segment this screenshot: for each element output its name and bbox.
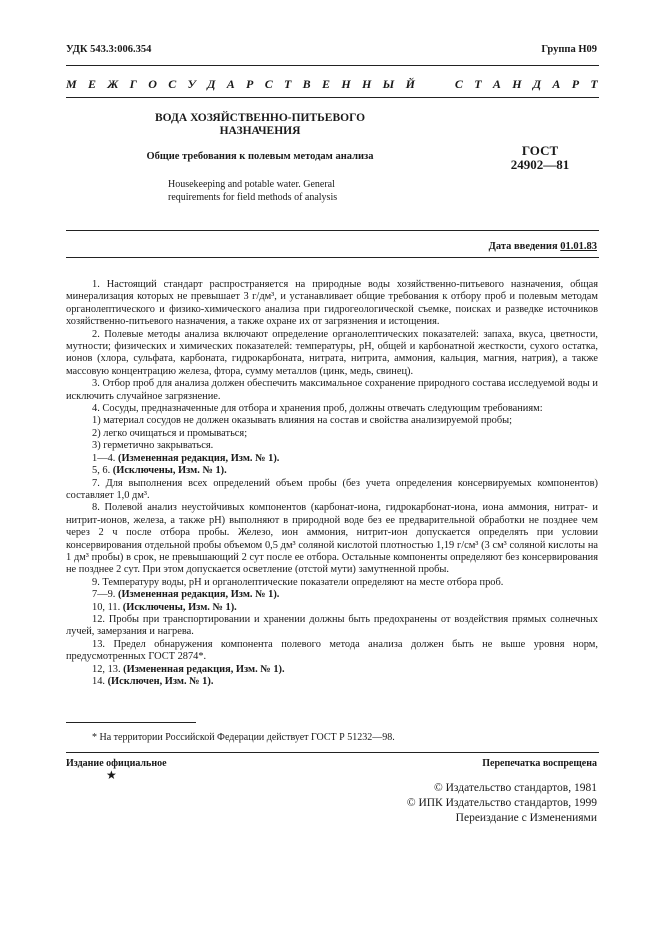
copyright-line-1: © Издательство стандартов, 1981 [433, 782, 597, 794]
intro-date-label: Дата введения [488, 241, 561, 252]
amendment-note: 10, 11. (Исключены, Изм. № 1). [92, 601, 237, 613]
star-icon: ★ [106, 768, 117, 782]
paragraph-3: 3. Отбор проб для анализа должен обеспечить максимальное сохранение природного состава исследуемой воды и исключить случайное загрязнение. [66, 378, 598, 402]
banner-letter: М [66, 77, 77, 91]
requirement-1: 1) материал сосудов не должен оказывать влияния на состав и свойства анализируемой пробы; [92, 415, 513, 427]
top-rule [66, 65, 599, 66]
banner-letter: Н [361, 77, 372, 91]
english-title [168, 178, 368, 204]
paragraph-8: 8. Полевой анализ неустойчивых компонентов (карбонат-иона, гидрокарбонат-иона, иона аммония, нитрат- и нитрит-ионов, железа, а также pH) выполняют в природной воде без ее предварительной обработки не позднее чем через 2 ч после отбора пробы. Железо, ион аммония, нитрит-ион допускается определять при условии консервирования отдельной пробы объемом 0,5 дм³ соляной кислотой плотностью 1,19 г/см³ (3 см³ соляной кислоты на 1 дм³ пробы) в срок, не превышающий 2 сут после ее отбора. Остальные компоненты определяют без консервирования не позднее 2 сут. При этом допускается осветление (отстой мути) замутненной пробы. [66, 502, 598, 576]
banner-letter: Н [512, 77, 522, 91]
paragraph-13: 13. Предел обнаружения компонента полевого метода анализа должен быть не выше уровня норм, предусмотренных ГОСТ 2874*. [66, 638, 598, 663]
document-body [66, 279, 598, 688]
footer-rule [66, 752, 599, 753]
paragraph-1: 1. Настоящий стандарт распространяется на природные воды хозяйственно-питьевого назначения, общая минерализация которых не превышает 3 г/дм³, и устанавливает общие требования к отбору проб и полевым методам органолептического и физико-химического анализа при гидрогеологической съемке, поисках и разведке источников хозяйственно-питьевого назначения, а также охране их от загрязнения и истощения. [66, 279, 598, 328]
document-title [120, 112, 400, 138]
amendment-note: 7—9. (Измененная редакция, Изм. № 1). [92, 589, 280, 601]
title-line-1: ВОДА ХОЗЯЙСТВЕННО-ПИТЬЕВОГО [154, 112, 366, 124]
banner-letter: Т [590, 77, 598, 91]
reprint-notice: Перепечатка воспрещена [482, 758, 597, 769]
banner-letter: В [302, 77, 311, 91]
banner-letter: С [264, 77, 273, 91]
footnote: * На территории Российской Федерации действует ГОСТ Р 51232—98. [92, 732, 395, 743]
requirement-2: 2) легко очищаться и промываться; [92, 427, 248, 439]
gost-code: 24902—81 [510, 157, 570, 172]
copyright-block [407, 781, 597, 826]
official-edition-label: Издание официальное [66, 758, 167, 769]
banner-letter: А [492, 77, 501, 91]
banner-letter: А [226, 77, 235, 91]
english-title-line-1: Housekeeping and potable water. General [168, 179, 335, 190]
group-code: Группа Н09 [541, 44, 597, 55]
title-line-2: НАЗНАЧЕНИЯ [219, 125, 301, 137]
banner-rule [66, 97, 599, 98]
udk-code: УДК 543.3:006.354 [66, 44, 152, 55]
banner-letter: Ы [382, 77, 395, 91]
banner-letter: Р [571, 77, 580, 91]
banner-letter: О [148, 77, 157, 91]
banner-letter: Д [207, 77, 216, 91]
paragraph-4: 4. Сосуды, предназначенные для отбора и хранения проб, должны отвечать следующим требованиям: [92, 403, 543, 415]
paragraph-9: 9. Температуру воды, pH и органолептические показатели определяют на месте отбора проб. [92, 576, 504, 588]
banner-letter: А [552, 77, 561, 91]
date-bottom-rule [66, 257, 599, 258]
banner-letter: С [454, 77, 463, 91]
document-subtitle: Общие требования к полевым методам анализа [146, 151, 374, 162]
banner-letter: Р [246, 77, 254, 91]
gost-number [480, 144, 600, 172]
paragraph-12: 12. Пробы при транспортировании и хранении должны быть предохранены от воздействия прямых солнечных лучей, замерзания и нагрева. [66, 613, 598, 638]
banner-letter: Ж [107, 77, 119, 91]
amendment-note: 1—4. (Измененная редакция, Изм. № 1). [92, 452, 280, 464]
date-rule [66, 230, 599, 231]
footnote-rule [66, 722, 196, 723]
intro-date [489, 241, 597, 252]
reissue-note: Переиздание с Изменениями [455, 812, 597, 824]
standard-banner [66, 77, 598, 92]
copyright-line-2: © ИПК Издательство стандартов, 1999 [406, 797, 597, 809]
banner-letter: Н [341, 77, 351, 91]
banner-letter: Т [474, 77, 482, 91]
banner-letter: Д [532, 77, 542, 91]
banner-letter: Г [129, 77, 137, 91]
amendment-note: 5, 6. (Исключены, Изм. № 1). [92, 465, 227, 477]
banner-letter: С [168, 77, 177, 91]
amendment-note: 14. (Исключен, Изм. № 1). [92, 676, 214, 687]
banner-letter: Е [322, 77, 331, 91]
gost-label: ГОСТ [521, 143, 559, 158]
banner-letter: У [187, 77, 196, 91]
amendment-note: 12, 13. (Измененная редакция, Изм. № 1). [92, 663, 285, 675]
banner-letter [426, 77, 429, 92]
banner-letter [441, 77, 444, 92]
paragraph-7: 7. Для выполнения всех определений объем пробы (без учета определения консервируемых компонентов) составляет 1,0 дм³. [66, 477, 598, 501]
intro-date-value: 01.01.83 [560, 241, 597, 252]
banner-letter: Т [284, 77, 292, 91]
requirement-3: 3) герметично закрываться. [92, 440, 214, 452]
paragraph-2: 2. Полевые методы анализа включают определение органолептических показателей: запаха, вкуса, цветности, мутности; физических и химических показателей: температуры, pH, общей и карбонатной жесткости, сухого остатка, ионов (хлора, сульфата, карбоната, гидрокарбоната, нитрата, нитрита, аммония, кальция, магния, натрия), а также массовую концентрацию железа, фтора, сумму металлов (цинк, медь, свинец). [66, 328, 598, 377]
banner-letter: Й [405, 77, 415, 91]
banner-letter: Е [87, 77, 96, 91]
english-title-line-2: requirements for field methods of analysis [168, 192, 338, 203]
